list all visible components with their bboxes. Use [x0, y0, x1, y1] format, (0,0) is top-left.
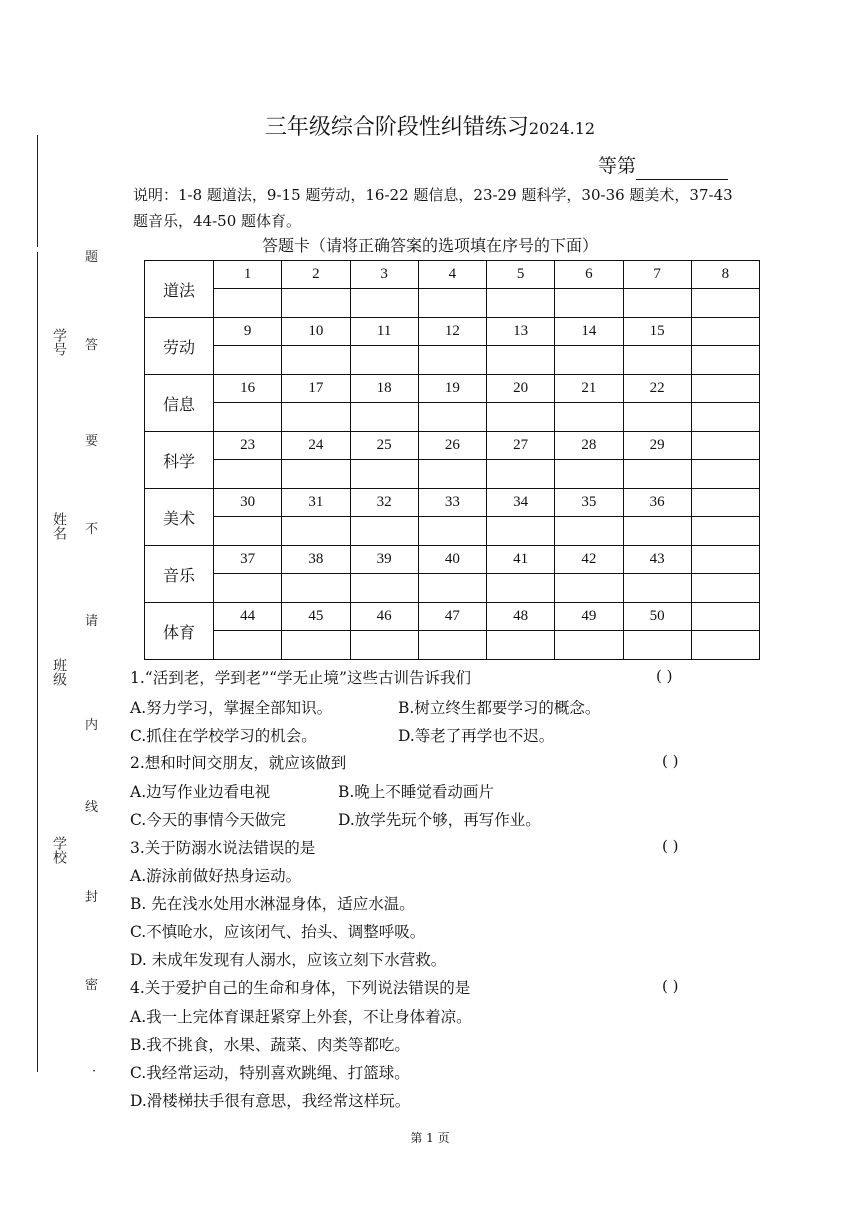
answer-card-answer-cell[interactable] — [691, 631, 759, 660]
question-4-option-d: D.滑楼梯扶手很有意思，我经常这样玩。 — [130, 1092, 411, 1110]
question-4-option-a: A.我一上完体育课赶紧穿上外套，不让身体着凉。 — [130, 1008, 472, 1026]
answer-card-question-number: 26 — [418, 432, 486, 460]
question-2-option-d: D.放学先玩个够，再写作业。 — [338, 811, 541, 829]
answer-card-question-number: 1 — [214, 261, 282, 289]
seal-char: 封 — [85, 890, 99, 905]
seal-char: 题 — [85, 250, 99, 265]
answer-card-answer-cell[interactable] — [691, 574, 759, 603]
answer-card-answer-cell[interactable] — [282, 403, 350, 432]
answer-card-question-number: 42 — [555, 546, 623, 574]
answer-card-answer-cell[interactable] — [418, 289, 486, 318]
answer-card-number-row — [145, 489, 760, 517]
answer-card-subject: 体育 — [145, 603, 214, 660]
answer-card-answer-cell[interactable] — [350, 631, 418, 660]
answer-card-question-number: 23 — [214, 432, 282, 460]
answer-card-question-number: 15 — [623, 318, 691, 346]
answer-card-answer-cell[interactable] — [418, 574, 486, 603]
seal-char: · — [92, 1064, 97, 1079]
answer-card-number-row — [145, 375, 760, 403]
question-2-option-b: B.晚上不睡觉看动画片 — [338, 783, 494, 801]
answer-card-answer-cell[interactable] — [691, 460, 759, 489]
answer-card-question-number: 24 — [282, 432, 350, 460]
seal-char: 不 — [85, 522, 99, 537]
binding-line-top — [37, 135, 38, 247]
question-3-option-c: C.不慎呛水，应该闭气、抬头、调整呼吸。 — [130, 923, 426, 941]
answer-card-answer-cell[interactable] — [282, 460, 350, 489]
answer-card-question-number — [691, 432, 759, 460]
answer-card-answer-cell[interactable] — [418, 631, 486, 660]
answer-card-question-number: 37 — [214, 546, 282, 574]
answer-card-answer-cell[interactable] — [555, 517, 623, 546]
answer-card-question-number: 29 — [623, 432, 691, 460]
answer-card-question-number: 8 — [691, 261, 759, 289]
answer-card-question-number: 7 — [623, 261, 691, 289]
answer-card-answer-cell[interactable] — [487, 289, 555, 318]
field-student-number: 学号 — [51, 328, 67, 356]
answer-card-number-row — [145, 318, 760, 346]
answer-card-subject: 劳动 — [145, 318, 214, 375]
answer-card-answer-cell[interactable] — [214, 346, 282, 375]
answer-card-answer-cell[interactable] — [350, 403, 418, 432]
question-4-option-c: C.我经常运动，特别喜欢跳绳、打篮球。 — [130, 1064, 410, 1082]
answer-card-answer-cell[interactable] — [282, 631, 350, 660]
answer-card-answer-cell[interactable] — [691, 403, 759, 432]
answer-card-answer-cell[interactable] — [623, 403, 691, 432]
seal-char: 密 — [85, 978, 99, 993]
answer-card-answer-row — [145, 517, 760, 546]
answer-card-answer-cell[interactable] — [350, 289, 418, 318]
answer-card-question-number: 16 — [214, 375, 282, 403]
answer-card-question-number: 22 — [623, 375, 691, 403]
answer-card-answer-cell[interactable] — [214, 574, 282, 603]
answer-card-number-row — [145, 432, 760, 460]
question-3-answer[interactable]: ( ) — [662, 837, 679, 855]
answer-card-subject: 美术 — [145, 489, 214, 546]
answer-card-question-number: 47 — [418, 603, 486, 631]
answer-card-answer-cell[interactable] — [555, 574, 623, 603]
answer-card-question-number: 11 — [350, 318, 418, 346]
answer-card-answer-cell[interactable] — [487, 574, 555, 603]
answer-card-question-number: 38 — [282, 546, 350, 574]
answer-card-answer-cell[interactable] — [623, 517, 691, 546]
answer-card-answer-cell[interactable] — [418, 460, 486, 489]
answer-card-answer-cell[interactable] — [487, 346, 555, 375]
answer-card-question-number: 20 — [487, 375, 555, 403]
answer-card-question-number: 6 — [555, 261, 623, 289]
answer-card-question-number: 33 — [418, 489, 486, 517]
answer-card-question-number: 21 — [555, 375, 623, 403]
answer-card-subject: 科学 — [145, 432, 214, 489]
answer-card-question-number: 48 — [487, 603, 555, 631]
answer-card-title: 答题卡（请将正确答案的选项填在序号的下面） — [261, 236, 598, 255]
answer-card-answer-cell[interactable] — [691, 346, 759, 375]
binding-line — [37, 252, 38, 1072]
answer-card-answer-row — [145, 346, 760, 375]
field-class: 班级 — [51, 658, 67, 686]
question-1-option-a: A.努力学习，掌握全部知识。 — [130, 699, 333, 717]
answer-card-answer-cell[interactable] — [214, 289, 282, 318]
grade-label: 等第 — [598, 155, 637, 177]
answer-card-answer-cell[interactable] — [282, 517, 350, 546]
answer-card-question-number: 49 — [555, 603, 623, 631]
answer-card-answer-cell[interactable] — [350, 460, 418, 489]
page-number: 第 1 页 — [410, 1131, 450, 1145]
answer-card-answer-cell[interactable] — [623, 289, 691, 318]
answer-card-answer-cell[interactable] — [623, 631, 691, 660]
question-3-stem: 3.关于防溺水说法错误的是 — [130, 839, 316, 857]
answer-card-question-number: 40 — [418, 546, 486, 574]
answer-card-answer-cell[interactable] — [350, 574, 418, 603]
seal-char: 线 — [85, 800, 99, 815]
answer-card-answer-cell[interactable] — [555, 289, 623, 318]
answer-card-answer-cell[interactable] — [555, 403, 623, 432]
answer-card-answer-cell[interactable] — [214, 631, 282, 660]
answer-card-answer-cell[interactable] — [214, 403, 282, 432]
question-2-stem: 2.想和时间交朋友，就应该做到 — [130, 754, 347, 772]
answer-card-answer-cell[interactable] — [282, 346, 350, 375]
seal-char: 答 — [85, 338, 99, 353]
answer-card-question-number: 9 — [214, 318, 282, 346]
question-3-option-b: B. 先在浅水处用水淋湿身体，适应水温。 — [130, 895, 415, 913]
answer-card-question-number — [691, 489, 759, 517]
answer-card-question-number: 19 — [418, 375, 486, 403]
answer-card-answer-cell[interactable] — [350, 517, 418, 546]
instructions: 说明：1-8 题道法，9-15 题劳动，16-22 题信息，23-29 题科学，30-36 题美术，37-43 题音乐，44-50 题体育。 — [133, 186, 733, 230]
answer-card-answer-cell[interactable] — [214, 517, 282, 546]
answer-card-answer-cell[interactable] — [418, 403, 486, 432]
field-name: 姓名 — [51, 512, 67, 540]
answer-card-answer-cell[interactable] — [487, 517, 555, 546]
answer-card-answer-cell[interactable] — [350, 346, 418, 375]
field-school: 学校 — [51, 836, 67, 864]
answer-card-question-number: 44 — [214, 603, 282, 631]
answer-card-question-number — [691, 546, 759, 574]
title-date: 2024.12 — [528, 119, 596, 138]
answer-card-answer-row — [145, 631, 760, 660]
answer-card-question-number: 13 — [487, 318, 555, 346]
answer-card-answer-cell[interactable] — [487, 403, 555, 432]
answer-card-question-number — [691, 375, 759, 403]
answer-card-answer-row — [145, 460, 760, 489]
answer-card-question-number: 45 — [282, 603, 350, 631]
answer-card-answer-cell[interactable] — [282, 289, 350, 318]
answer-card-answer-cell[interactable] — [623, 460, 691, 489]
answer-card-number-row — [145, 261, 760, 289]
answer-card-number-row — [145, 603, 760, 631]
answer-card-question-number: 17 — [282, 375, 350, 403]
answer-card-question-number: 39 — [350, 546, 418, 574]
answer-card-answer-cell[interactable] — [282, 574, 350, 603]
answer-card-question-number: 2 — [282, 261, 350, 289]
seal-char: 要 — [85, 434, 99, 449]
grade-blank[interactable] — [636, 157, 728, 180]
answer-card-answer-row — [145, 289, 760, 318]
question-1-option-d: D.等老了再学也不迟。 — [398, 727, 555, 745]
answer-card-question-number: 25 — [350, 432, 418, 460]
answer-card-question-number: 50 — [623, 603, 691, 631]
question-4-stem: 4.关于爱护自己的生命和身体，下列说法错误的是 — [130, 979, 471, 997]
answer-card-subject: 信息 — [145, 375, 214, 432]
answer-card-answer-cell[interactable] — [691, 289, 759, 318]
answer-card-question-number: 35 — [555, 489, 623, 517]
question-1-option-c: C.抓住在学校学习的机会。 — [130, 727, 317, 745]
title-text: 三年级综合阶段性纠错练习 — [264, 115, 529, 140]
answer-card-answer-cell[interactable] — [623, 346, 691, 375]
page-title — [0, 113, 860, 144]
answer-card-answer-cell[interactable] — [487, 631, 555, 660]
answer-card-table — [144, 260, 760, 660]
question-1-answer[interactable]: ( ) — [656, 667, 673, 685]
answer-card-answer-cell[interactable] — [623, 574, 691, 603]
answer-card-answer-cell[interactable] — [555, 460, 623, 489]
answer-card-answer-cell[interactable] — [691, 517, 759, 546]
answer-card-subject: 音乐 — [145, 546, 214, 603]
answer-card-question-number — [691, 603, 759, 631]
answer-card-answer-cell[interactable] — [214, 460, 282, 489]
question-2-answer[interactable]: ( ) — [662, 752, 679, 770]
answer-card-number-row — [145, 546, 760, 574]
answer-card-answer-row — [145, 574, 760, 603]
answer-card-question-number — [691, 318, 759, 346]
question-3-option-d: D. 未成年发现有人溺水，应该立刻下水营救。 — [130, 951, 447, 969]
answer-card-question-number: 28 — [555, 432, 623, 460]
answer-card-question-number: 14 — [555, 318, 623, 346]
answer-card-question-number: 31 — [282, 489, 350, 517]
answer-card-answer-cell[interactable] — [418, 517, 486, 546]
answer-card-answer-cell[interactable] — [555, 346, 623, 375]
answer-card-question-number: 12 — [418, 318, 486, 346]
answer-card-answer-cell[interactable] — [418, 346, 486, 375]
grade-field — [598, 152, 728, 180]
answer-card-question-number: 43 — [623, 546, 691, 574]
question-2-option-c: C.今天的事情今天做完 — [130, 811, 286, 829]
answer-card-question-number: 30 — [214, 489, 282, 517]
answer-card-answer-cell[interactable] — [555, 631, 623, 660]
answer-card-question-number: 41 — [487, 546, 555, 574]
answer-card-question-number: 32 — [350, 489, 418, 517]
answer-card-subject: 道法 — [145, 261, 214, 318]
question-1-stem: 1.“活到老，学到老”“学无止境”这些古训告诉我们 — [130, 669, 471, 687]
answer-card-question-number: 46 — [350, 603, 418, 631]
answer-card-question-number: 34 — [487, 489, 555, 517]
question-4-answer[interactable]: ( ) — [662, 977, 679, 995]
answer-card-answer-row — [145, 403, 760, 432]
answer-card-question-number: 10 — [282, 318, 350, 346]
question-4-option-b: B.我不挑食，水果、蔬菜、肉类等都吃。 — [130, 1036, 410, 1054]
question-3-option-a: A.游泳前做好热身运动。 — [130, 867, 302, 885]
seal-char: 内 — [85, 718, 99, 733]
answer-card-answer-cell[interactable] — [487, 460, 555, 489]
answer-card-question-number: 5 — [487, 261, 555, 289]
answer-card-question-number: 36 — [623, 489, 691, 517]
answer-card-question-number: 3 — [350, 261, 418, 289]
answer-card-question-number: 4 — [418, 261, 486, 289]
question-2-option-a: A.边写作业边看电视 — [130, 783, 271, 801]
seal-char: 请 — [85, 614, 99, 629]
answer-card-question-number: 27 — [487, 432, 555, 460]
question-1-option-b: B.树立终生都要学习的概念。 — [398, 699, 601, 717]
answer-card-question-number: 18 — [350, 375, 418, 403]
